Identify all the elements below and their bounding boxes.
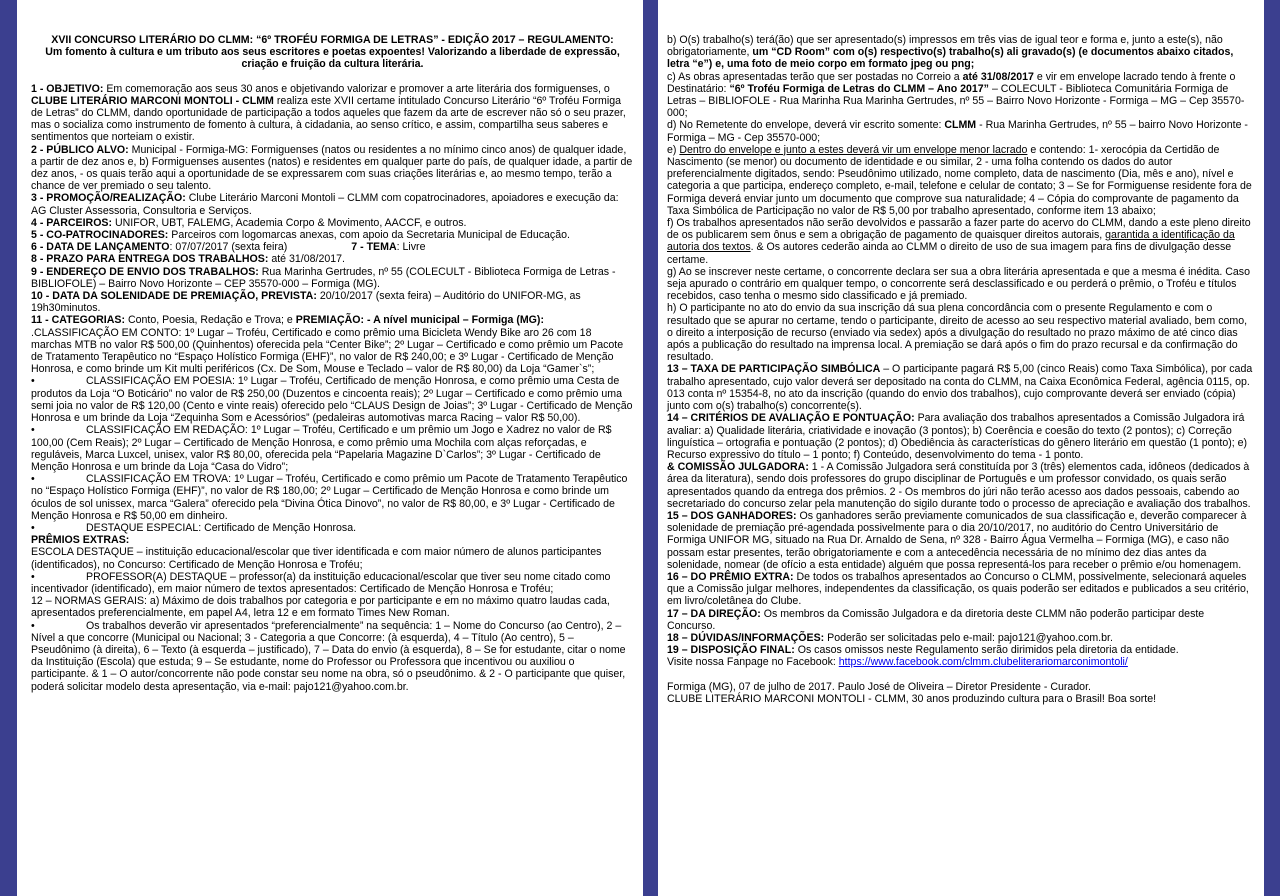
section-categorias: 11 - CATEGORIAS: Conto, Poesia, Redação e Trova; e PREMIAÇÃO: - A nível municipal – Formiga (MG): — [31, 314, 544, 327]
section-direcao: 17 – DA DIREÇÃO: Os membros da Comissão Julgadora e da diretoria deste CLMM não poderão participar deste Concurso. — [667, 607, 1205, 632]
section-objetivo: 1 - OBJETIVO: Em comemoração aos seus 30 anos e objetivando valorizar e promover a arte literária dos formiguenses, o CLUBE LITERÁRIO MARCONI MONTOLI - CLMM realiza este XVII certame intitulado Concurso Literário “6º Troféu Formiga de Letras” do CLMM, dando oportunidade de participação a todos aqueles que fazem da arte de escrever não só o seu prazer, mas o socializa como instrumento de fomento à cultura, à cidadania, ao senso crítico, e assim, compartilha seus saberes e sentimentos que norteiam o existir. — [31, 82, 626, 144]
item-d: d) No Remetente do envelope, deverá vir escrito somente: CLMM - Rua Marinha Gertrudes, nº 55 – bairro Novo Horizonte - Formiga – MG - Cep 35570-000; — [667, 119, 1248, 144]
section-endereco: 9 - ENDEREÇO DE ENVIO DOS TRABALHOS: Rua Marinha Gertrudes, nº 55 (COLECULT - Biblioteca Formiga de Letras - BIBLIOFOLE) – Bairro Novo Horizonte – CEP 35570-000 – Formiga (MG). — [31, 265, 616, 290]
item-b: b) O(s) trabalho(s) terá(ão) que ser apresentado(s) impressos em três vias de igual teor e forma e, junto a este(s), não obrigatoriamente, um “CD Room” com o(s) respectivo(s) trabalho(s) ali gravado(s) (e documentos abaixo citados, letra “e”) e, uma foto de meio corpo em formato jpeg ou png; — [667, 34, 1234, 71]
section-copatrocinadores: 5 - CO-PATROCINADORES: Parceiros com logomarcas anexas, com apoio da Secretaria Municipal de Educação. — [31, 229, 570, 242]
section-ganhadores: 15 – DOS GANHADORES: Os ganhadores serão previamente comunicados de sua classificação e, deverão comparecer à solenidade de premiação pré-agendada possivelmente para o dia 20/10/2017, no auditório do Centro Universitário de Formiga UNIFOR MG, situado na Rua Dr. Arnaldo de Sena, nº 328 - Bairro Água Vermelha – Formiga (MG), e caso não possam estar presentes, terão obrigatoriamente e com a antecedência necessária de no mínimo dez dias antes da solenidade, nomear (de ofício a esta entidade) alguém que possa representá-los para receber o prêmio e/ou homenagem. — [667, 509, 1247, 571]
section-duvidas: 18 – DÚVIDAS/INFORMAÇÕES: Poderão ser solicitadas pelo e-mail: pajo121@yahoo.com.br. — [667, 631, 1113, 644]
item-c: c) As obras apresentadas terão que ser postadas no Correio a até 31/08/2017 e vir em envelope lacrado tendo à frente o Destinatário: “6º Troféu Formiga de Letras do CLMM – Ano 2017” – COLECULT - Biblioteca Comunitária Formiga de Letras – BIBLIOFOLE - Rua Marinha Rua Marinha Gertrudes, nº 55 – Bairro Novo Horizonte - Formiga – MG – Cep 35570-000; — [667, 70, 1245, 120]
section-criterios: 14 – CRITÉRIOS DE AVALIAÇÃO E PONTUAÇÃO: Para avaliação dos trabalhos apresentados a Comissão Julgadora irá avaliar: a) Qualidade literária, criatividade e inovação (3 pontos); b) Coerência e coesão do texto (2 pontos); c) Correção linguística – ortografia e pontuação (2 pontos); d) Obediência às características do gênero literário em questão (1 ponto); e) Recurso expressivo do título – 1 ponto; f) Conteúdo, desenvolvimento do tema - 1 ponto. — [667, 412, 1248, 461]
contest-title: XVII CONCURSO LITERÁRIO DO CLMM: “6º TROFÉU FORMIGA DE LETRAS” - EDIÇÃO 2017 – REGULAMENTO: — [51, 34, 614, 46]
normas-sequencia: • Os trabalhos deverão vir apresentados “preferencialmente” na sequência: 1 – Nome do Concurso (ao Centro), 2 – Nível a que concorre (Municipal ou Nacional; 3 - Categoria a que Concorre: (à esquerda), 4 – Título (Ao centro), 5 – Pseudônimo (à direita), 6 – Texto (à esquerda – justificado), 7 – Data do envio (à esquerda), 8 – Se for estudante, citar o nome da Instituição (Escola) que estuda; 9 – Se estudante, nome do Professor ou Professora que incentivou ou auxiliou o participante. & 1 – O autor/concorrente não pode constar seu nome na obra, só o pseudônimo. & 2 - O participante que quiser, poderá solicitar modelo desta apresentação, via e-mail: pajo121@yahoo.com.br. — [31, 619, 626, 693]
section-disposicao: 19 – DISPOSIÇÃO FINAL: Os casos omissos neste Regulamento serão dirimidos pela diretoria da entidade. — [667, 644, 1179, 657]
premios-extras-heading: PRÊMIOS EXTRAS: — [31, 534, 130, 547]
footer-tagline: CLUBE LITERÁRIO MARCONI MONTOLI - CLMM, 30 anos produzindo cultura para o Brasil! Boa sorte! — [667, 692, 1157, 705]
section-premio-extra: 16 – DO PRÊMIO EXTRA: De todos os trabalhos apresentados ao Concurso o CLMM, possivelmente, selecionará aqueles que a Comissão julgar melhores, independentes da classificação, os quais poderão ser editados e publicados a seu critério, em livro/coletânea do Clube. — [667, 570, 1249, 608]
right-column — [658, 0, 1264, 896]
classificacao-conto: .CLASSIFICAÇÃO EM CONTO: 1º Lugar – Troféu, Certificado e como prêmio uma Bicicleta Wendy Bike aro 26 com 18 marchas MTB no valor R$ 500,00 (Quinhentos) oferecida pela “Center Bike”; 2º Lugar – Certificado e como prêmio um Pacote de Tratamento Terapêutico no “Espaço Holístico Formiga (EHF)”, no valor de R$ 240,00; e 3º Lugar - Certificado de Menção Honrosa, e como brinde um Kit multi periféricos (Cx. De Som, Mouse e Teclado – valor de R$ 80,00) da Loja “Gamer`s”; — [31, 326, 624, 376]
classificacao-trova: • CLASSIFICAÇÃO EM TROVA: 1º Lugar – Troféu, Certificado e como prêmio um Pacote de Tratamento Terapêutico no “Espaço Holístico Formiga (EHF)”, no valor de R$ 180,00; 2º Lugar – Certificado de Menção Honrosa e como brinde um óculos de sol unissex, marca “Galera” oferecido pela “Divina Ótica Dinovo”, no valor de R$ 80,00, e 3º Lugar - Certificado de Menção Honrosa e R$ 50,00 em dinheiro. — [31, 473, 628, 522]
section-promocao: 3 - PROMOÇÃO/REALIZAÇÃO: Clube Literário Marconi Montoli – CLMM com copatrocinadores, apoiadores e execução da: AG Cluster Assessoria, Consultoria e Serviços. — [31, 192, 619, 217]
facebook-link[interactable]: https://www.facebook.com/clmm.clubeliterariomarconimontoli/ — [838, 656, 1128, 669]
section-lancamento-tema: 6 - DATA DE LANÇAMENTO: 07/07/2017 (sexta feira) 7 - TEMA: Livre — [31, 241, 426, 254]
facebook-line: Visite nossa Fanpage no Facebook: https://www.facebook.com/clmm.clubeliterariomarconimontoli/ — [667, 656, 1128, 669]
item-e: e) Dentro do envelope e junto a estes deverá vir um envelope menor lacrado e contendo: 1- xerocópia da Certidão de Nascimento (se menor) ou documento de identidade e ou similar, 2 - uma folha contendo os dados do autor preferencialmente digitados, sendo: Pseudônimo utilizado, nome completo, data de nascimento (Dia, mês e ano), nível e categoria a que participa, endereço completo, e-mail, telefone e celular de contato; 3 – Se for Formiguense residente fora de Formiga deverá enviar junto um documento que comprove sua naturalidade; 4 – Cópia do comprovante de pagamento da Taxa Simbólica de Participação no valor de R$ 5,00 por trabalho apresentado, conforme item 13 abaixo; — [667, 143, 1252, 217]
left-column — [17, 0, 643, 896]
classificacao-poesia: • CLASSIFICAÇÃO EM POESIA: 1º Lugar – Troféu, Certificado de menção Honrosa, e como prêmio uma Cesta de produtos da Loja “O Boticário” no valor de R$ 250,00 (Duzentos e cincoenta reais); 2º Lugar – Certificado e como prêmio uma semi joia no valor de R$ 120,00 (Cento e vinte reais) oferecido pelo “CLAUS Design de Joias”; 3º Lugar - Certificado de Menção Honrosa e um brinde da Loja “Zequinha Som e Acessórios” (pedaleiras automotivas marca Racing – valor R$ 50,00). — [31, 375, 633, 425]
spacer — [31, 71, 634, 83]
section-parceiros: 4 - PARCEIROS: UNIFOR, UBT, FALEMG, Academia Corpo & Movimento, AACCF, e outros. — [31, 216, 467, 229]
section-prazo: 8 - PRAZO PARA ENTREGA DOS TRABALHOS: até 31/08/2017. — [31, 253, 345, 266]
footer-signature: Formiga (MG), 07 de julho de 2017. Paulo José de Oliveira – Diretor Presidente - Curador. — [667, 680, 1091, 693]
section-publico-alvo: 2 - PÚBLICO ALVO: Municipal - Formiga-MG: Formiguenses (natos ou residentes a no mínimo cinco anos) de qualquer idade, a partir de dez anos e, b) Formiguenses ausentes (natos) e residentes em qualquer parte do país, de qualquer idade, a partir de dez anos, - os quais terão aqui a oportunidade de se expressarem com suas criações literárias e, ao mesmo tempo, terão a chance de ver premiado o seu talento. — [31, 143, 633, 193]
section-comissao: & COMISSÃO JULGADORA: 1 - A Comissão Julgadora será constituída por 3 (três) elementos cada, idôneos (dedicados à área da literatura), sendo dois professores do grupo disciplinar de Português e um professor convidado, os quais serão apresentados quando da entrega dos prêmios. 2 - Os membros do júri não terão acesso aos dados pessoais, cabendo ao secretariado do concurso zelar pela manutenção do sigilo durante todo o processo de apreciação e avaliação dos trabalhos. — [667, 461, 1251, 510]
spacer — [667, 669, 1254, 681]
section-solenidade: 10 - DATA DA SOLENIDADE DE PREMIAÇÃO, PREVISTA: 20/10/2017 (sexta feira) – Auditório do UNIFOR-MG, as 19h30minutos. — [31, 290, 581, 315]
item-h: h) O participante no ato do envio da sua inscrição dá sua plena concordância com o presente Regulamento e com o resultado que se apurar no certame, tendo o participante, direito de acesso ao seu respectivo material avaliado, bem como, o direito a interposição de recurso (enviado via sedex) após a divulgação do resultado no prazo máximo de até cinco dias após a publicação do resultado na imprensa local. A premiação se dará após o fim do prazo recursal e da confirmação do resultado. — [667, 302, 1248, 364]
item-f: f) Os trabalhos apresentados não serão devolvidos e passarão a fazer parte do acervo do CLMM, dando a este pleno direito de os publicarem sem ônus e sem a obrigação de pagamento de quaisquer direitos autorais, garantida a identificação da autoria dos textos. & Os autores cederão ainda ao CLMM o direito de uso de sua imagem para fins de divulgação desse certame. — [667, 217, 1251, 266]
escola-destaque: ESCOLA DESTAQUE – instituição educacional/escolar que tiver identificada e com maior número de alunos participantes (identificados), no Concurso: Certificado de Menção Honrosa e Troféu; — [31, 546, 602, 571]
section-taxa: 13 – TAXA DE PARTICIPAÇÃO SIMBÓLICA – O participante pagará R$ 5,00 (cinco Reais) como Taxa Simbólica), por cada trabalho apresentado, cujo valor deverá ser depositado na conta do CLMM, na Caixa Econômica Federal, agência 0115, op. 013 conta nº 15354-8, no ato da inscrição (quando do envio dos trabalhos), cujo comprovante deverá ser enviado (cópia) junto com o(s) trabalho(s) concorrente(s). — [667, 363, 1253, 413]
item-g: g) Ao se inscrever neste certame, o concorrente declara ser sua a obra literária apresentada e que a mesma é inédita. Caso seja apurado o contrário em qualquer tempo, o concorrente será desclassificado e ou perderá o prêmio, o Troféu e títulos recebidos, caso tenha o mesmo sido classificado e já premiado. — [667, 265, 1250, 303]
professor-destaque: • PROFESSOR(A) DESTAQUE – professor(a) da instituição educacional/escolar que tiver seu nome citado como incentivador (identificado), em maior número de textos apresentados: Certificado de Menção Honrosa e Troféu; — [31, 570, 611, 595]
normas-gerais: 12 – NORMAS GERAIS: a) Máximo de dois trabalhos por categoria e por participante e em no máximo quatro laudas cada, apresentados preferencialmente, em papel A4, letra 12 e em formato Times New Roman. — [31, 595, 610, 620]
classificacao-redacao: • CLASSIFICAÇÃO EM REDAÇÃO: 1º Lugar – Troféu, Certificado e um prêmio um Jogo e Xadrez no valor de R$ 100,00 (Cem Reais); 2º Lugar – Certificado de Menção Honrosa, e como prêmio uma Mochila com alças reforçadas, e reguláveis, Marca Luxcel, unisex, valor R$ 80,00, oferecida pela “Papelaria Magazine D`Carlos”; 3º Lugar - Certificado de Menção Honrosa e um brinde da Loja “Casa do Vidro”; — [31, 424, 612, 473]
destaque-especial: • DESTAQUE ESPECIAL: Certificado de Menção Honrosa. — [31, 521, 357, 534]
contest-subtitle: Um fomento à cultura e um tributo aos seus escritores e poetas expoentes! Valorizando a liberdade de expressão, criação e fruição da cultura literária. — [45, 46, 620, 71]
